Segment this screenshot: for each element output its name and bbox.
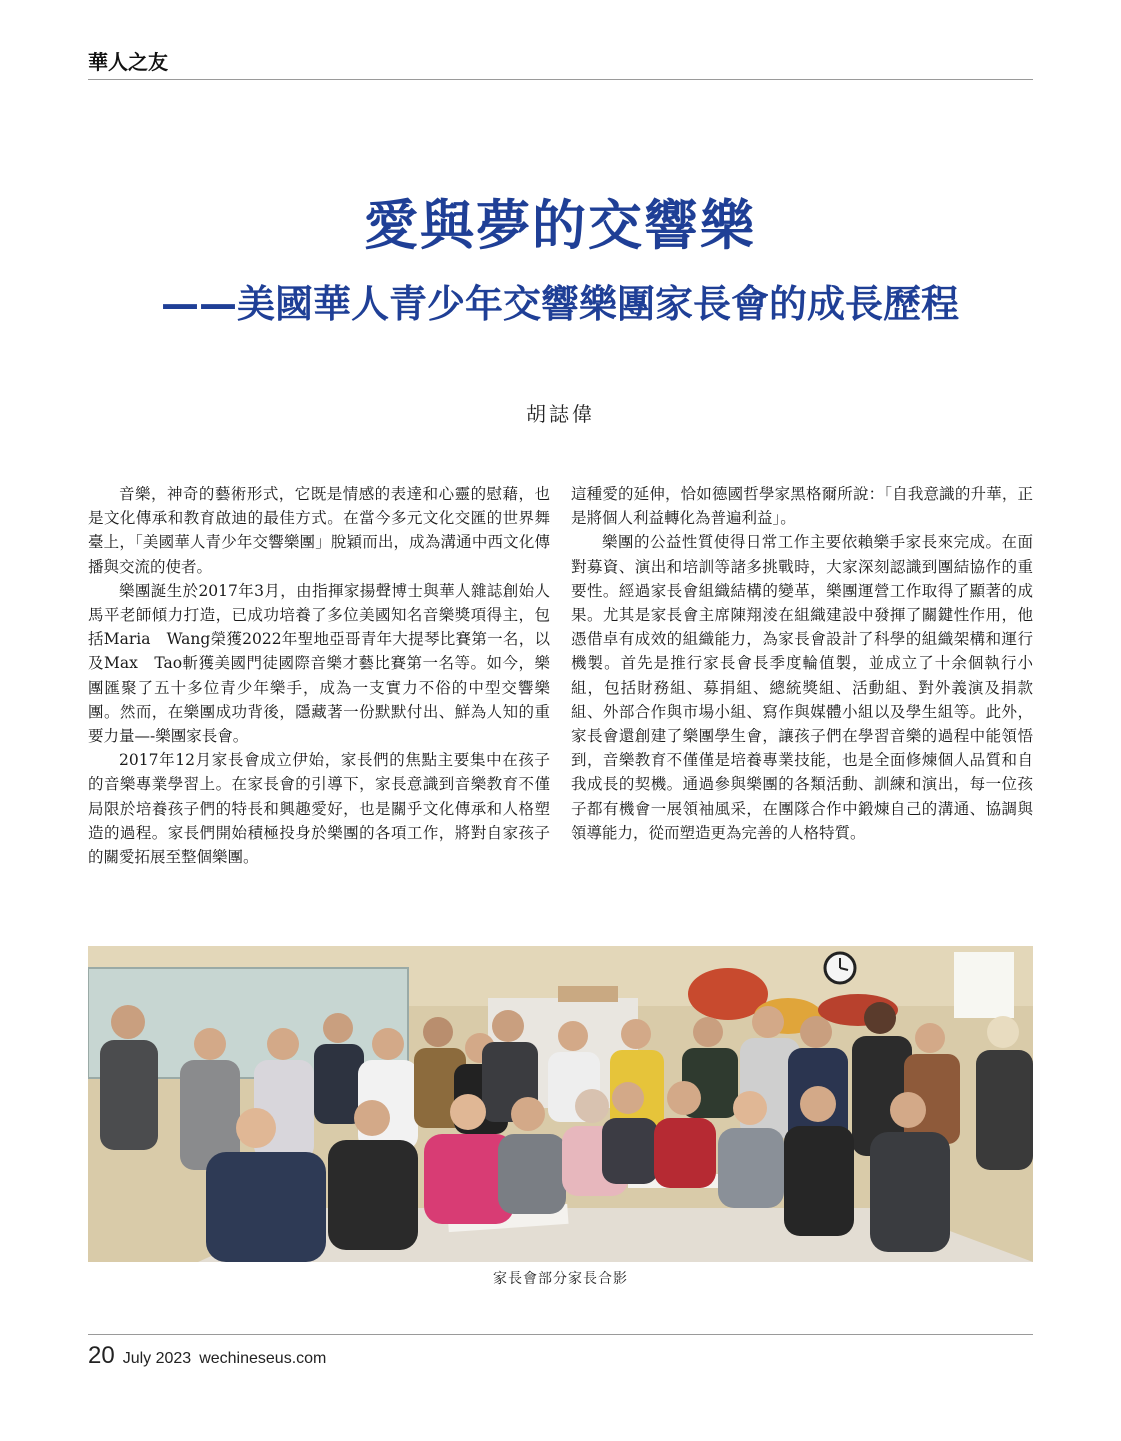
running-header — [88, 50, 1033, 80]
footer-divider — [88, 1334, 1033, 1335]
paragraph: 樂團誕生於2017年3月，由指揮家揚聲博士與華人雜誌創始人馬平老師傾力打造，已成功培養了多位美國知名音樂獎項得主，包括Maria Wang榮獲2022年聖地亞哥青年大提琴比賽第一名，以及Max Tao斬獲美國門徒國際音樂才藝比賽第一名等。如今，樂團匯聚了五十多位青少年樂手，成為一支實力不俗的中型交響樂團。然而，在樂團成功背後，隱藏著一份默默付出、鮮為人知的重要力量—-樂團家長會。 — [88, 581, 550, 746]
article-author: 胡誌偉 — [526, 402, 595, 426]
page-number: 20 — [88, 1342, 115, 1369]
photo-caption: 家長會部分家長合影 — [493, 1271, 628, 1287]
right-column — [571, 482, 1033, 869]
article-subtitle: ——美國華人青少年交響樂團家長會的成長歷程 — [160, 282, 959, 326]
website-link[interactable]: wechineseus.com — [199, 1350, 327, 1367]
group-photo — [88, 946, 1033, 1262]
issue-date: July 2023 — [122, 1350, 192, 1367]
page-footer — [88, 1342, 326, 1370]
paragraph: 這種愛的延伸，恰如德國哲學家黑格爾所說：「自我意識的升華，正是將個人利益轉化為普遍利益」。 — [571, 485, 1033, 528]
paragraph: 樂團的公益性質使得日常工作主要依賴樂手家長來完成。在面對募資、演出和培訓等諸多挑戰時，大家深刻認識到團結協作的重要性。經過家長會組織結構的變革，樂團運營工作取得了顯著的成果。尤其是家長會主席陳翔淩在組織建設中發揮了關鍵性作用，他憑借卓有成效的組織能力，為家長會設計了科學的組織架構和運行機製。首先是推行家長會長季度輪值製，並成立了十余個執行小組，包括財務組、募捐組、總統獎組、活動組、對外義演及捐款組、外部合作與市場小組、寫作與媒體小組以及學生組等。此外，家長會還創建了樂團學生會，讓孩子們在學習音樂的過程中能領悟到，音樂教育不僅僅是培養專業技能，也是全面修煉個人品質和自我成長的契機。通過參與樂團的各類活動、訓練和演出，每一位孩子都有機會一展領袖風采，在團隊合作中鍛煉自己的溝通、協調與領導能力，從而塑造更為完善的人格特質。 — [571, 533, 1033, 842]
article-title-block — [60, 188, 1060, 334]
paragraph: 音樂，神奇的藝術形式，它既是情感的表達和心靈的慰藉，也是文化傳承和教育啟迪的最佳方式。在當今多元文化交匯的世界舞臺上，「美國華人青少年交響樂團」脫穎而出，成為溝通中西文化傳播與交流的使者。 — [88, 485, 550, 576]
article-title: 愛與夢的交響樂 — [364, 194, 756, 257]
article-body — [88, 482, 1033, 869]
paragraph: 2017年12月家長會成立伊始，家長們的焦點主要集中在孩子的音樂專業學習上。在家長會的引導下，家長意識到音樂教育不僅局限於培養孩子們的特長和興趣愛好，也是關乎文化傳承和人格塑造的過程。家長們開始積極投身於樂團的各項工作，將對自家孩子的關愛拓展至整個樂團。 — [88, 751, 550, 867]
left-column — [88, 482, 550, 869]
publication-name: 華人之友 — [88, 50, 168, 74]
